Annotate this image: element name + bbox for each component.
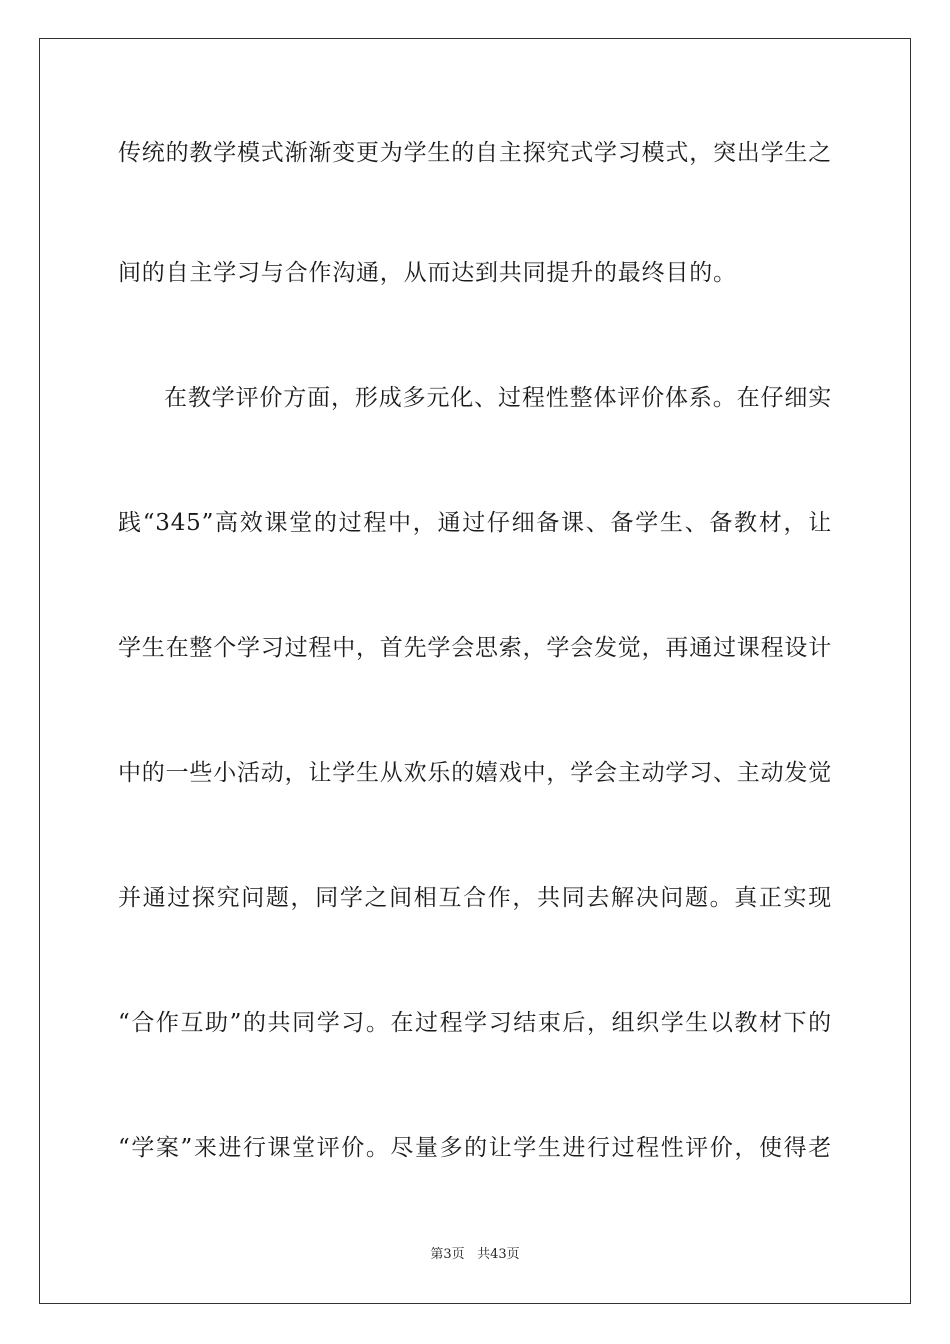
paragraph-line: “学案”来进行课堂评价。尽量多的让学生进行过程性评价，使得老 [118,1135,832,1161]
paragraph-line: 间的自主学习与合作沟通，从而达到共同提升的最终目的。 [118,260,737,286]
paragraph-line: 传统的教学模式渐渐变更为学生的自主探究式学习模式，突出学生之 [118,140,832,166]
paragraph-line: 学生在整个学习过程中，首先学会思索，学会发觉，再通过课程设计 [118,635,832,661]
page-frame [39,38,911,1304]
page-total: 共43页 [477,1247,520,1262]
page-number: 第3页 [430,1247,465,1262]
page-footer [0,1246,950,1264]
paragraph-line: 中的一些小活动，让学生从欢乐的嬉戏中，学会主动学习、主动发觉 [118,760,832,786]
paragraph-line: “合作互助”的共同学习。在过程学习结束后，组织学生以教材下的 [118,1010,832,1036]
paragraph-line: 在教学评价方面，形成多元化、过程性整体评价体系。在仔细实 [164,385,832,411]
paragraph-line: 并通过探究问题，同学之间相互合作，共同去解决问题。真正实现 [118,885,832,911]
paragraph-line: 践“345”高效课堂的过程中，通过仔细备课、备学生、备教材，让 [118,510,832,536]
